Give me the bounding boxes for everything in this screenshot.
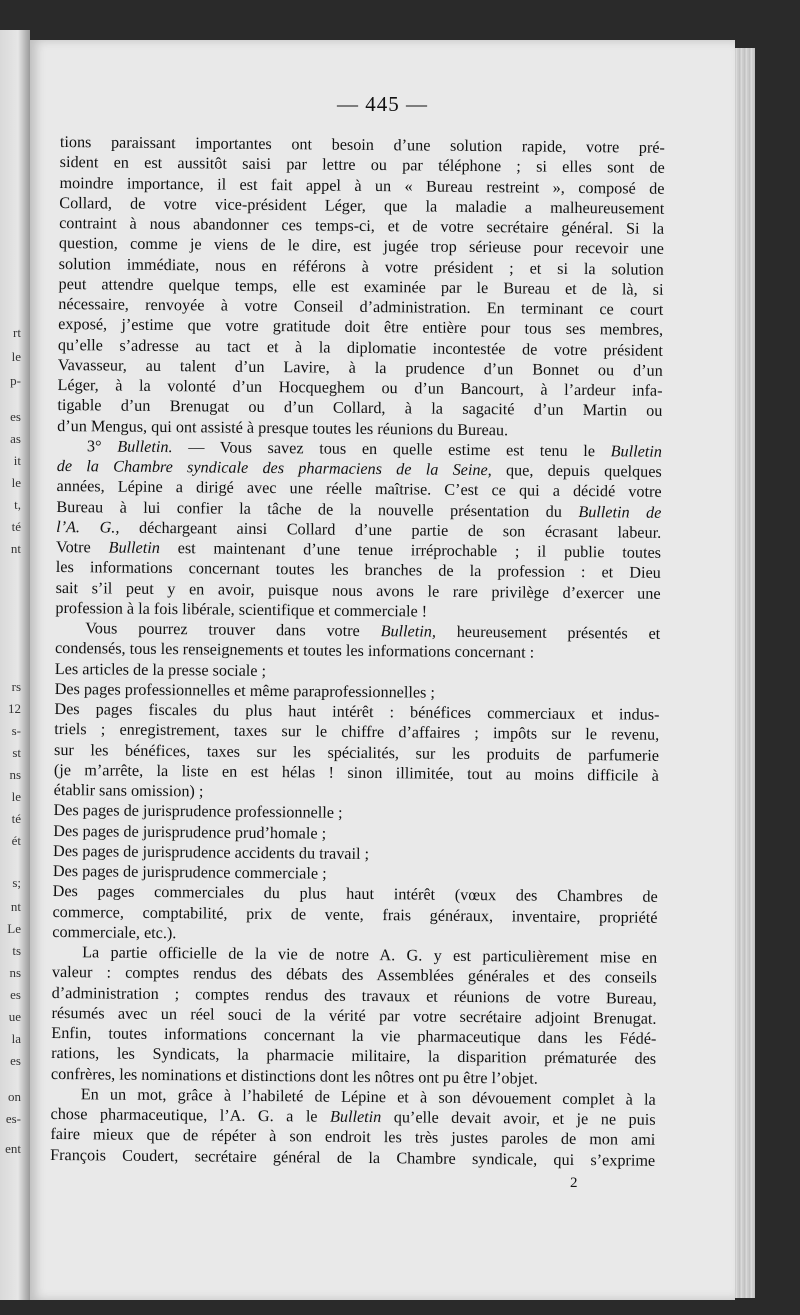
margin-fragment: s; <box>12 875 21 890</box>
margin-fragment: té <box>11 519 21 534</box>
text-line: Enfin, toutes informations concernant la vie pharmaceutique dans les Fédé- <box>51 1023 657 1048</box>
text-line: d’administration ; comptes rendus des travaux et réunions de votre Bureau, <box>51 983 657 1008</box>
text-line: peut attendre quelque temps, elle est examinée par le Bureau et de là, si <box>58 274 664 299</box>
margin-fragment: as <box>10 431 21 446</box>
text-line: commerciale, etc.). <box>52 922 177 942</box>
margin-fragment: 12 <box>8 701 21 716</box>
list-item: Des pages de jurisprudence prud’homale ; <box>53 821 327 843</box>
text-line: condensés, tous les renseignements et toutes les informations concernant : <box>54 639 535 662</box>
text-line: les informations concernant toutes les branches de la profession : et Dieu <box>55 558 661 583</box>
text-line: triels ; enregistrement, taxes sur le chiffre d’affaires ; impôts sur le revenu, <box>54 720 660 745</box>
margin-fragment: t, <box>14 497 21 512</box>
margin-fragment: la <box>11 1031 21 1046</box>
margin-fragment: Le <box>7 921 21 936</box>
text-line: tigable d’un Brenugat ou d’un Collard, à la sagacité d’un Martin ou <box>57 396 663 421</box>
text-line: établir sans omission) ; <box>53 780 204 801</box>
margin-fragment: nt <box>10 541 21 556</box>
text-line: confrères, les nominations et distinctions dont les nôtres ont pu être l’objet. <box>50 1064 538 1088</box>
margin-fragment: ue <box>8 1009 21 1024</box>
facing-page-text-fragments <box>0 30 22 1300</box>
contents-list <box>52 658 660 947</box>
margin-fragment: it <box>13 453 21 468</box>
text-line: l’A. G., déchargeant ainsi Collard d’une partie de son écrasant labeur. <box>56 517 662 542</box>
text-line: moindre importance, il est fait appel à un « Bureau restreint », composé de <box>59 173 665 198</box>
text-line: résumés avec un réel souci de la vérité par votre secrétaire adjoint Brenugat. <box>51 1003 657 1028</box>
page-stack-edge <box>733 48 755 1298</box>
text-line: sait s’il peut y en avoir, puisque nous avons le rare privilège d’exercer une <box>55 578 661 603</box>
text-line: François Coudert, secrétaire général de la Chambre syndicale, qui s’exprime <box>50 1145 656 1170</box>
paragraph-bureau <box>57 132 665 442</box>
text-line: Bureau à lui confier la tâche de la nouvelle présentation du Bulletin de <box>56 497 662 522</box>
facing-page-edge <box>0 30 30 1300</box>
margin-fragment: rs <box>11 679 21 694</box>
text-line: Collard, de votre vice-président Léger, que la maladie a malheureusement <box>59 193 665 218</box>
list-item: Des pages de jurisprudence accidents du travail ; <box>53 841 370 863</box>
text-line: d’un Mengus, qui ont assisté à presque toutes les réunions du Bureau. <box>57 416 509 439</box>
text-line: faire mieux que de répéter à son endroit les très justes paroles de mon ami <box>50 1125 656 1150</box>
margin-fragment: es <box>10 987 21 1002</box>
text-line: valeur : comptes rendus des débats des Assemblées générales et des conseils <box>51 963 657 988</box>
text-line: commerce, comptabilité, prix de vente, frais généraux, inventaire, propriété <box>52 902 658 927</box>
text-line: solution immédiate, nous en référons à votre président ; et si la solution <box>58 254 664 279</box>
margin-fragment: ns <box>9 965 21 980</box>
margin-fragment: s- <box>11 723 21 738</box>
margin-fragment: es <box>10 409 21 424</box>
text-line: 3° Bulletin. — Vous savez tous en quelle estime est tenu le Bulletin <box>86 437 663 461</box>
text-line: chose pharmaceutique, l’A. G. a le Bulletin qu’elle devait avoir, et je ne puis <box>50 1104 656 1129</box>
margin-fragment: es- <box>5 1111 21 1126</box>
margin-fragment: on <box>8 1089 21 1104</box>
page-number: — 445 — <box>337 92 428 116</box>
margin-fragment: es <box>10 1053 21 1068</box>
signature-mark: 2 <box>570 1175 578 1191</box>
text-line: sident en est aussitôt saisi par lettre ou par téléphone ; si elles sont de <box>59 153 665 178</box>
text-line: contraint à nous abandonner ces temps-ci, et de votre secrétaire général. Si la <box>59 213 665 238</box>
margin-fragment: nt <box>10 899 21 914</box>
margin-fragment: le <box>11 475 21 490</box>
paragraph-conclusion <box>50 1084 656 1171</box>
margin-fragment: le <box>11 349 21 364</box>
text-line: tions paraissant importantes ont besoin d’une solution rapide, votre pré- <box>59 132 665 157</box>
margin-fragment: té <box>11 811 21 826</box>
book-page <box>30 40 735 1300</box>
text-line: (je m’arrête, la liste en est hélas ! sinon illimitée, tout au moins difficile à <box>53 760 659 785</box>
text-line: rations, les Syndicats, la pharmacie militaire, la disparition prématurée des <box>51 1044 657 1069</box>
text-line: La partie officielle de la vie de notre A. G. y est particulièrement mise en <box>82 943 658 967</box>
text-line: qu’elle s’adresse au tact et à la diplomatie incontestée de votre président <box>57 335 664 360</box>
margin-fragment: ent <box>5 1141 21 1156</box>
text-line: nécessaire, renvoyée à votre Conseil d’administration. En terminant ce court <box>58 294 664 319</box>
text-line: En un mot, grâce à l’habileté de Lépine et à son dévouement complet à la <box>80 1084 656 1109</box>
margin-fragment: p- <box>10 373 21 388</box>
list-item: Des pages professionnelles et même paraprofessionnelles ; <box>54 679 436 702</box>
list-item: Des pages fiscales du plus haut intérêt : bénéfices commerciaux et indus- <box>54 699 660 724</box>
margin-fragment: ét <box>11 833 21 848</box>
page-body-text <box>50 132 665 1171</box>
text-line: sur les bénéfices, taxes sur les spécialités, sur les produits de parfumerie <box>53 740 660 765</box>
list-item: Des pages commerciales du plus haut intérêt (vœux des Chambres de <box>52 882 658 907</box>
text-line: Léger, à la volonté d’un Hocqueghem ou d’un Bancourt, à l’ardeur infa- <box>57 375 663 400</box>
text-line: Votre Bulletin est maintenant d’une tenue irréprochable ; il publie toutes <box>55 537 662 562</box>
margin-fragment: rt <box>13 325 21 340</box>
margin-fragment: ns <box>9 767 21 782</box>
text-line: exposé, j’estime que votre gratitude doit être entière pour tous ses membres, <box>58 315 664 340</box>
text-line: années, Lépine a dirigé avec une réelle maîtrise. C’est ce qui a décidé votre <box>56 477 662 502</box>
paragraph-contents-intro <box>55 618 660 664</box>
text-line: question, comme je viens de le dire, est jugée trop sérieuse pour recevoir une <box>58 234 664 259</box>
margin-fragment: ts <box>12 943 21 958</box>
list-item: Les articles de la presse sociale ; <box>54 659 267 680</box>
text-line: Vavasseur, au talent d’un Lavire, à la prudence d’un Bonnet ou d’un <box>57 355 663 380</box>
paragraph-official-part <box>51 942 657 1090</box>
text-line: profession à la fois libérale, scientifique et commerciale ! <box>55 598 428 621</box>
list-item: Des pages de jurisprudence professionnelle ; <box>53 801 343 822</box>
text-line: Vous pourrez trouver dans votre Bulletin, heureusement présentés et <box>85 619 661 643</box>
margin-fragment: st <box>12 745 21 760</box>
margin-fragment: le <box>11 789 21 804</box>
paragraph-bulletin <box>55 436 662 624</box>
list-item: Des pages de jurisprudence commerciale ; <box>52 861 327 883</box>
text-line: de la Chambre syndicale des pharmaciens de la Seine, que, depuis quelques <box>56 456 662 481</box>
